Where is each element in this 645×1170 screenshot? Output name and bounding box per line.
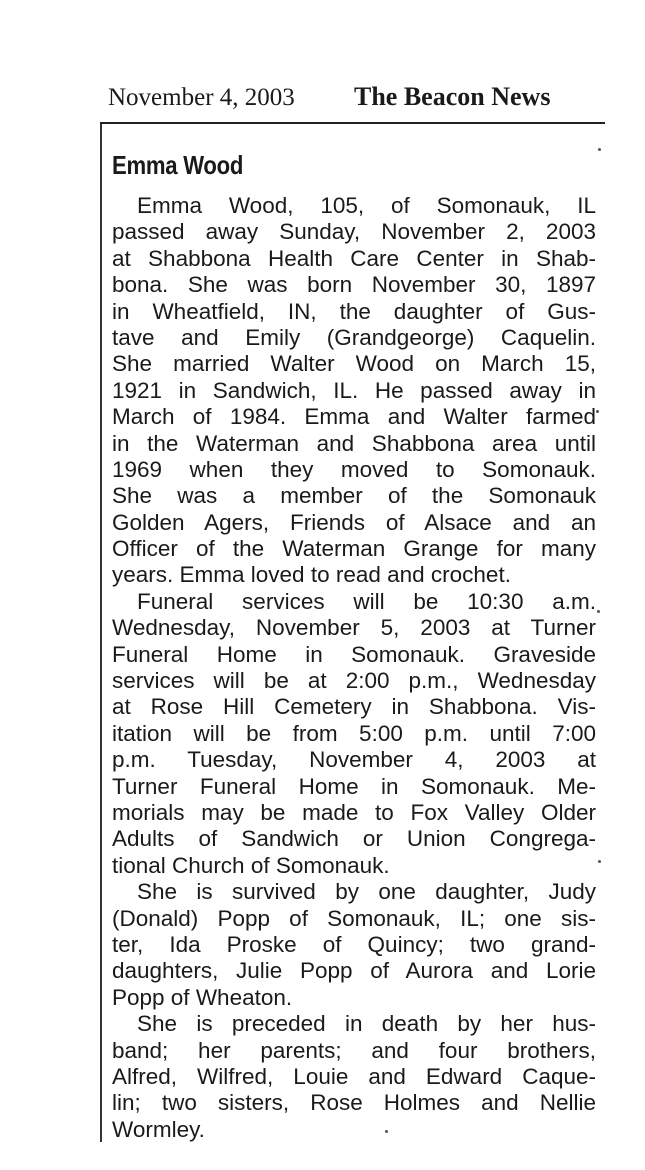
text-line: in the Waterman and Shabbona area until: [112, 430, 596, 456]
publication-date: November 4, 2003: [108, 84, 295, 111]
obituary-title: Emma Wood: [112, 150, 244, 180]
obituary-body: [112, 193, 596, 1143]
text-line: services will be at 2:00 p.m., Wednesday: [112, 668, 596, 694]
text-line: 1969 when they moved to Somonauk.: [112, 456, 596, 482]
text-line: bona. She was born November 30, 1897: [112, 272, 596, 298]
text-line: (Donald) Popp of Somonauk, IL; one sis-: [112, 905, 596, 931]
text-line: p.m. Tuesday, November 4, 2003 at: [112, 747, 596, 773]
text-line: March of 1984. Emma and Walter farmed: [112, 404, 596, 430]
text-line: Turner Funeral Home in Somonauk. Me-: [112, 773, 596, 799]
text-line: Officer of the Waterman Grange for many: [112, 536, 596, 562]
scan-speck: [596, 410, 599, 413]
text-line: passed away Sunday, November 2, 2003: [112, 219, 596, 245]
scan-speck: [598, 860, 601, 863]
text-line: tave and Emily (Grandgeorge) Caquelin.: [112, 324, 596, 350]
text-line: morials may be made to Fox Valley Older: [112, 799, 596, 825]
text-line: ter, Ida Proske of Quincy; two grand-: [112, 931, 596, 957]
text-line: tional Church of Somonauk.: [112, 852, 390, 878]
text-line: daughters, Julie Popp of Aurora and Lorie: [112, 958, 596, 984]
text-line: Funeral services will be 10:30 a.m.: [137, 588, 596, 614]
text-line: itation will be from 5:00 p.m. until 7:00: [112, 720, 596, 746]
text-line: Adults of Sandwich or Union Congrega-: [112, 826, 596, 852]
text-line: 1921 in Sandwich, IL. He passed away in: [112, 377, 596, 403]
text-line: Wormley.: [112, 1116, 205, 1142]
column-rule: [100, 124, 102, 1142]
text-line: Alfred, Wilfred, Louie and Edward Caque-: [112, 1063, 596, 1089]
text-line: lin; two sisters, Rose Holmes and Nellie: [112, 1090, 596, 1116]
text-line: Golden Agers, Friends of Alsace and an: [112, 509, 596, 535]
text-line: at Shabbona Health Care Center in Shab-: [112, 245, 596, 271]
text-line: She is preceded in death by her hus-: [137, 1011, 596, 1037]
text-line: years. Emma loved to read and crochet.: [112, 562, 511, 588]
text-line: Emma Wood, 105, of Somonauk, IL: [137, 193, 596, 218]
header-rule: [100, 122, 605, 124]
scan-speck: [597, 610, 600, 613]
newspaper-name: The Beacon News: [354, 82, 551, 111]
text-line: in Wheatfield, IN, the daughter of Gus-: [112, 298, 596, 324]
text-line: She is survived by one daughter, Judy: [137, 879, 596, 905]
scan-speck: [598, 148, 601, 151]
text-line: Wednesday, November 5, 2003 at Turner: [112, 615, 596, 641]
text-line: She married Walter Wood on March 15,: [112, 351, 596, 377]
text-line: Funeral Home in Somonauk. Graveside: [112, 641, 596, 667]
text-line: She was a member of the Somonauk: [112, 483, 596, 509]
text-line: Popp of Wheaton.: [112, 984, 293, 1010]
text-line: band; her parents; and four brothers,: [112, 1037, 596, 1063]
scan-speck: [385, 1130, 388, 1133]
text-line: at Rose Hill Cemetery in Shabbona. Vis-: [112, 694, 596, 720]
